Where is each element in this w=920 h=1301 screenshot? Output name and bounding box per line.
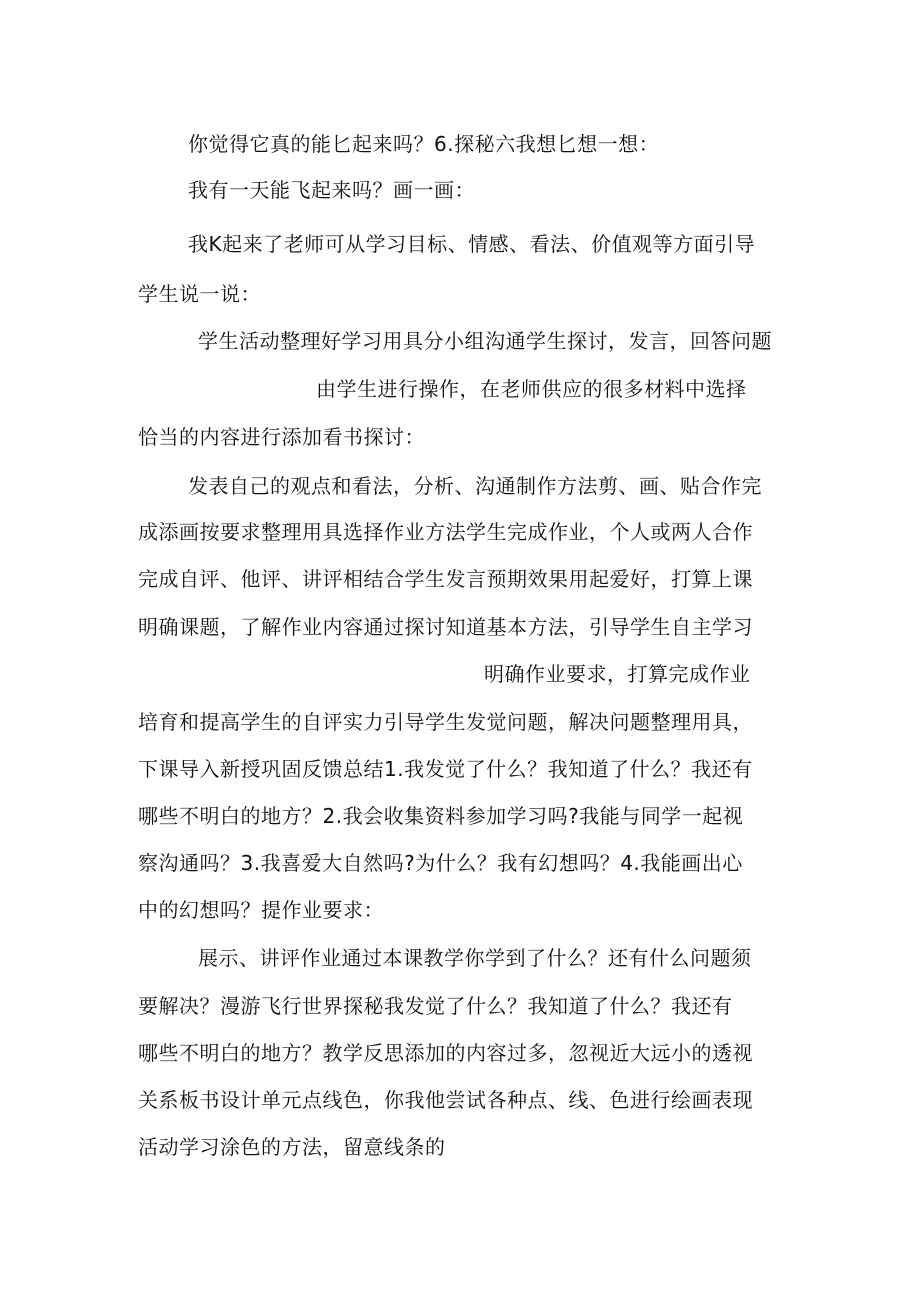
text-line-5: 学生活动整理好学习用具分小组沟通学生探讨，发言，回答问题 [198,329,772,353]
text-line-17: 中的幻想吗？提作业要求： [138,898,384,922]
text-line-10: 完成自评、他评、讲评相结合学生发言预期效果用起爱好，打算上课 [138,567,753,591]
text-line-12: 明确作业要求，打算完成作业 [484,662,751,686]
text-line-14: 下课导入新授巩固反馈总结1.我发觉了什么？我知道了什么？我还有 [138,757,753,781]
text-line-19: 要解决？漫游飞行世界探秘我发觉了什么？我知道了什么？我还有 [138,994,733,1018]
text-line-11: 明确课题，了解作业内容通过探讨知道基本方法，引导学生自主学习 [138,615,753,639]
text-line-18: 展示、讲评作业通过本课教学你学到了什么？还有什么问题须 [198,946,752,970]
text-line-13: 培育和提高学生的自评实力引导学生发觉问题，解决问题整理用具， [138,710,753,734]
text-line-2: 我有一天能飞起来吗？画一画： [188,178,475,202]
text-line-21: 关系板书设计单元点线色，你我他尝试各种点、线、色进行绘画表现 [138,1088,753,1112]
text-line-4: 学生说一说： [138,282,261,306]
text-line-7: 恰当的内容进行添加看书探讨： [138,425,425,449]
text-line-16: 察沟通吗？3.我喜爱大自然吗?为什么？我有幻想吗？4.我能画出心 [138,851,743,875]
text-line-20: 哪些不明白的地方？教学反思添加的内容过多，忽视近大远小的透视 [138,1041,753,1065]
text-line-15: 哪些不明白的地方？2.我会收集资料参加学习吗?我能与同学一起视 [138,804,744,828]
text-line-1: 你觉得它真的能匕起来吗？6.探秘六我想匕想一想： [188,132,660,156]
text-line-3: 我K起来了老师可从学习目标、情感、看法、价值观等方面引导 [188,232,756,256]
text-line-8: 发表自己的观点和看法，分析、沟通制作方法剪、画、贴合作完 [188,474,762,498]
text-line-9: 成添画按要求整理用具选择作业方法学生完成作业，个人或两人合作 [138,520,753,544]
text-line-22: 活动学习涂色的方法，留意线条的 [138,1135,446,1159]
text-line-6: 由学生进行操作，在老师供应的很多材料中选择 [316,377,747,401]
